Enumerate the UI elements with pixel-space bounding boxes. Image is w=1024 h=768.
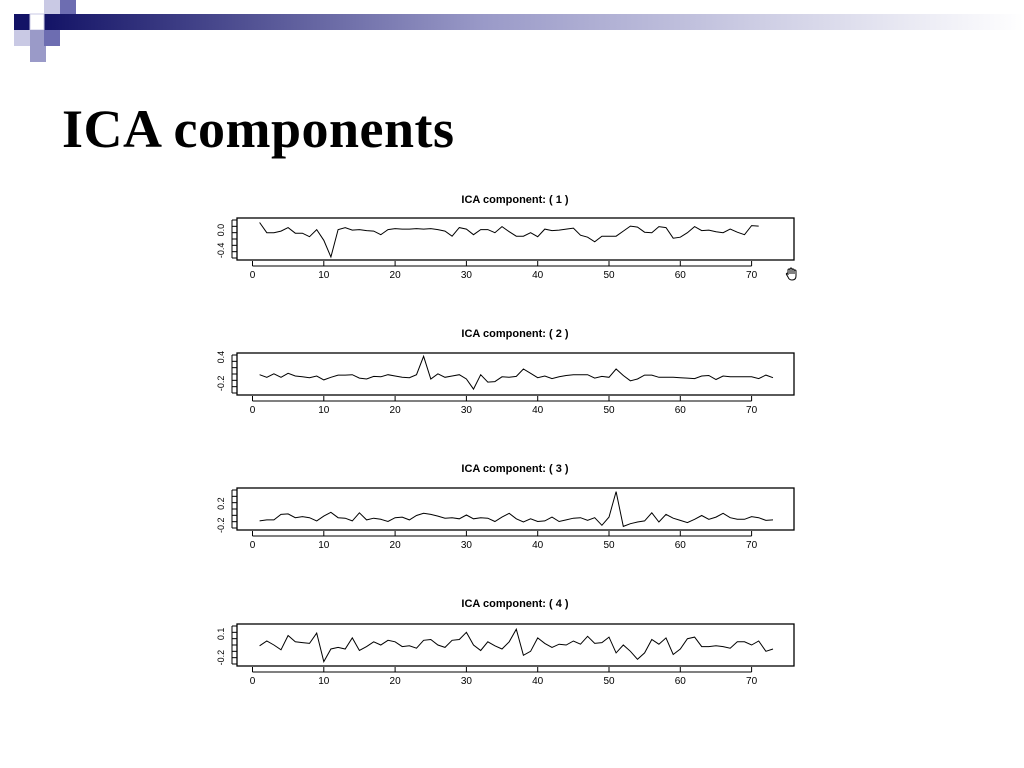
x-tick-label: 40: [532, 270, 544, 281]
x-tick-label: 60: [674, 405, 686, 416]
x-tick-label: 30: [460, 676, 472, 687]
series-line: [260, 492, 773, 527]
x-tick-label: 40: [532, 540, 544, 551]
chart-title: ICA component: ( 4 ): [461, 598, 569, 610]
x-tick-label: 10: [318, 540, 330, 551]
x-tick-label: 0: [249, 405, 256, 416]
y-tick-label: 0.2: [216, 497, 226, 510]
x-tick-label: 70: [746, 540, 758, 551]
x-tick-label: 60: [674, 270, 686, 281]
x-tick-label: 70: [746, 405, 758, 416]
chart-title: ICA component: ( 1 ): [461, 194, 569, 206]
x-tick-label: 30: [460, 540, 472, 551]
slide-title: ICA components: [62, 99, 455, 159]
plot-frame: [237, 488, 794, 530]
series-line: [260, 356, 773, 389]
y-tick-label: -0.2: [216, 649, 226, 666]
x-tick-label: 30: [460, 270, 472, 281]
series-line: [260, 223, 759, 258]
y-tick-label: -0.2: [216, 375, 226, 392]
x-tick-label: 10: [318, 405, 330, 416]
x-tick-label: 30: [460, 405, 472, 416]
chart-title: ICA component: ( 3 ): [461, 463, 569, 475]
x-tick-label: 40: [532, 676, 544, 687]
x-tick-label: 10: [318, 676, 330, 687]
x-tick-label: 20: [389, 540, 401, 551]
y-tick-label: 0.4: [216, 350, 226, 364]
series-line: [260, 629, 773, 661]
chart-title: ICA component: ( 2 ): [461, 328, 569, 340]
x-tick-label: 60: [674, 676, 686, 687]
x-tick-label: 20: [389, 270, 401, 281]
x-tick-label: 10: [318, 270, 330, 281]
x-tick-label: 70: [746, 270, 758, 281]
x-tick-label: 70: [746, 676, 758, 687]
x-tick-label: 0: [249, 270, 256, 281]
hand-cursor-icon: [784, 266, 800, 282]
x-tick-label: 50: [603, 270, 615, 281]
y-tick-label: 0.0: [216, 223, 226, 237]
x-tick-label: 20: [389, 676, 401, 687]
x-tick-label: 50: [603, 676, 615, 687]
y-tick-label: -0.4: [216, 242, 226, 259]
x-tick-label: 50: [603, 540, 615, 551]
y-tick-label: 0.1: [216, 627, 226, 641]
x-tick-label: 0: [249, 540, 256, 551]
x-tick-label: 40: [532, 405, 544, 416]
y-tick-label: -0.2: [216, 517, 226, 534]
x-tick-label: 20: [389, 405, 401, 416]
x-tick-label: 50: [603, 405, 615, 416]
x-tick-label: 60: [674, 540, 686, 551]
plot-frame: [237, 353, 794, 395]
plot-frame: [237, 218, 794, 260]
x-tick-label: 0: [249, 676, 256, 687]
